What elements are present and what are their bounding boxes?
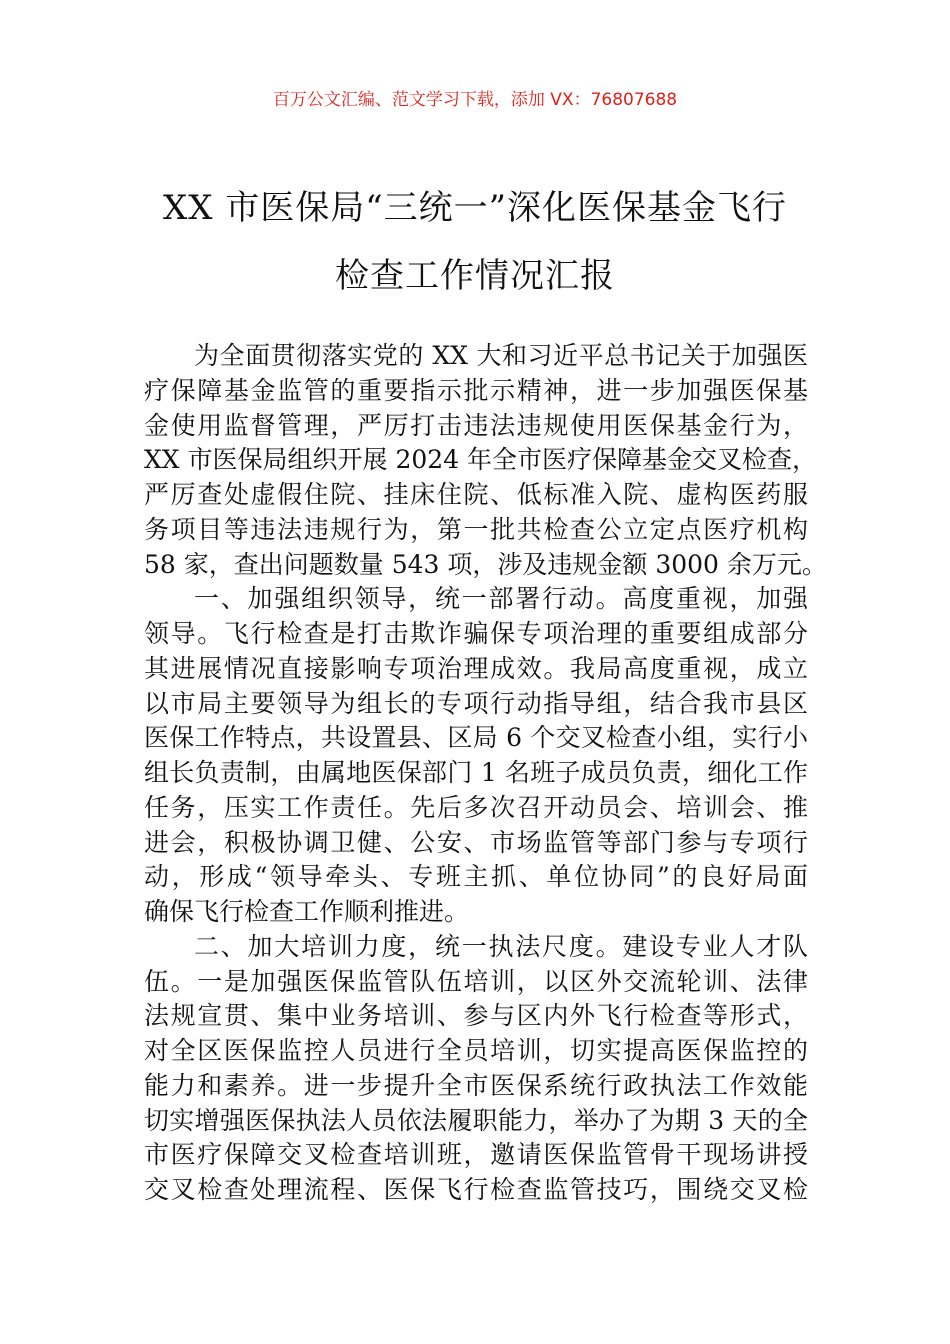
paragraph-line: 为全面贯彻落实党的 XX 大和习近平总书记关于加强医 — [194, 341, 808, 370]
paragraph-line: 领导。飞行检查是打击欺诈骗保专项治理的重要组成部分 — [144, 619, 808, 648]
document-title-line-1: XX 市医保局“三统一”深化医保基金飞行 — [163, 188, 787, 228]
paragraph-line: 市医疗保障交叉检查培训班，邀请医保监管骨干现场讲授 — [144, 1140, 808, 1170]
document-title-line-2: 检查工作情况汇报 — [335, 256, 615, 296]
paragraph-line: 交叉检查处理流程、医保飞行检查监管技巧，围绕交叉检 — [144, 1175, 808, 1204]
paragraph-line: 进会，积极协调卫健、公安、市场监管等部门参与专项行 — [144, 827, 808, 857]
paragraph-line: 二、加大培训力度，统一执法尺度。建设专业人才队 — [194, 931, 808, 961]
document-body — [144, 339, 827, 1208]
paragraph-line: 伍。一是加强医保监管队伍培训，以区外交流轮训、法律 — [144, 966, 808, 996]
paragraph-line: 以市局主要领导为组长的专项行动指导组，结合我市县区 — [144, 688, 808, 718]
paragraph-line: 医保工作特点，共设置县、区局 6 个交叉检查小组，实行小 — [144, 723, 808, 753]
paragraph-line: XX 市医保局组织开展 2024 年全市医疗保障基金交叉检查， — [144, 445, 818, 475]
paragraph-line: 切实增强医保执法人员依法履职能力，举办了为期 3 天的全 — [144, 1105, 808, 1135]
paragraph-line: 法规宣贯、集中业务培训、参与区内外飞行检查等形式， — [144, 1001, 808, 1031]
paragraph-line: 其进展情况直接影响专项治理成效。我局高度重视，成立 — [144, 653, 808, 683]
paragraph-line: 对全区医保监控人员进行全员培训，切实提高医保监控的 — [144, 1036, 808, 1065]
paragraph — [144, 582, 808, 930]
paragraph-line: 疗保障基金监管的重要指示批示精神，进一步加强医保基 — [144, 375, 808, 405]
paragraph-line: 金使用监督管理，严厉打击违法违规使用医保基金行为， — [144, 410, 808, 440]
paragraph-line: 一、加强组织领导，统一部署行动。高度重视，加强 — [194, 584, 808, 614]
paragraph — [144, 930, 808, 1208]
paragraph-line: 严厉查处虚假住院、挂床住院、低标准入院、虚构医药服 — [144, 480, 808, 509]
watermark-header: 百万公文汇编、范文学习下载，添加 VX：76807688 — [272, 90, 678, 110]
paragraph-line: 确保飞行检查工作顺利推进。 — [144, 897, 470, 926]
paragraph-line: 58 家，查出问题数量 543 项，涉及违规金额 3000 余万元。 — [144, 549, 827, 579]
paragraph — [144, 339, 827, 582]
paragraph-line: 能力和素养。进一步提升全市医保系统行政执法工作效能 — [144, 1070, 808, 1100]
paragraph-line: 务项目等违法违规行为，第一批共检查公立定点医疗机构 — [144, 514, 808, 544]
paragraph-line: 任务，压实工作责任。先后多次召开动员会、培训会、推 — [144, 792, 808, 822]
paragraph-line: 动，形成“领导牵头、专班主抓、单位协同”的良好局面 — [144, 862, 808, 892]
paragraph-line: 组长负责制，由属地医保部门 1 名班子成员负责，细化工作 — [144, 758, 808, 787]
